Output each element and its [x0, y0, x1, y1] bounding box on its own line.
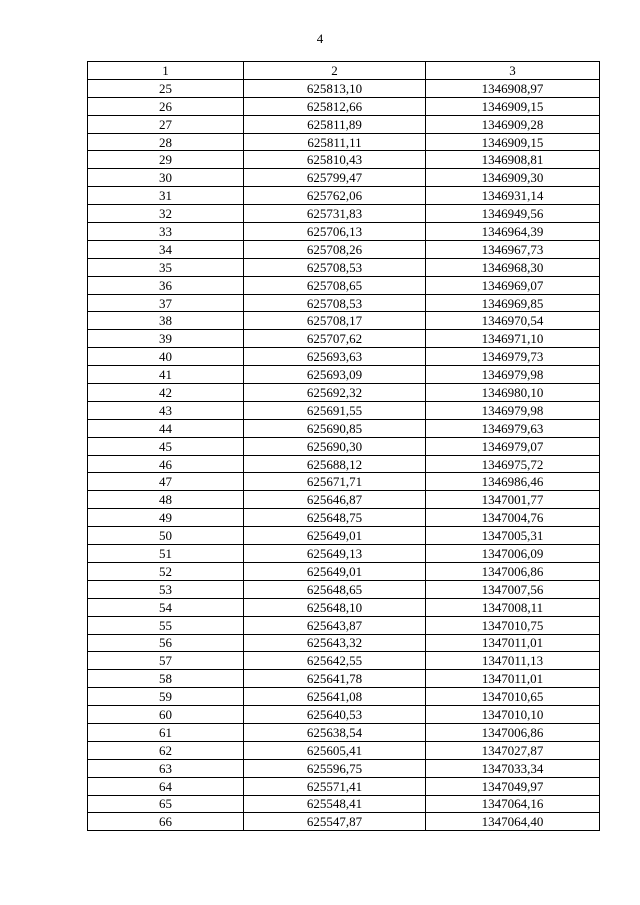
x-coordinate-cell: 625692,32: [244, 384, 426, 402]
table-row: [88, 545, 600, 563]
page-number: 4: [316, 31, 324, 46]
y-coordinate-cell: 1347007,56: [426, 580, 600, 598]
y-coordinate-cell: 1346979,07: [426, 437, 600, 455]
x-coordinate-cell: 625648,65: [244, 580, 426, 598]
point-number-cell: 54: [88, 598, 244, 616]
x-coordinate-cell: 625641,78: [244, 670, 426, 688]
y-coordinate-cell: 1346979,63: [426, 419, 600, 437]
y-coordinate-cell: 1346970,54: [426, 312, 600, 330]
x-coordinate-cell: 625810,43: [244, 151, 426, 169]
y-coordinate-cell: 1346964,39: [426, 223, 600, 241]
y-coordinate-cell: 1347010,65: [426, 688, 600, 706]
x-coordinate-cell: 625649,01: [244, 562, 426, 580]
x-coordinate-cell: 625649,13: [244, 545, 426, 563]
point-number-cell: 27: [88, 115, 244, 133]
x-coordinate-cell: 625707,62: [244, 330, 426, 348]
x-coordinate-cell: 625762,06: [244, 187, 426, 205]
table-header: [88, 62, 600, 80]
x-coordinate-cell: 625706,13: [244, 223, 426, 241]
table-row: [88, 473, 600, 491]
x-coordinate-cell: 625646,87: [244, 491, 426, 509]
table-row: [88, 580, 600, 598]
table-row: [88, 419, 600, 437]
y-coordinate-cell: 1347006,86: [426, 562, 600, 580]
coordinates-table: [87, 61, 600, 831]
header-row: [88, 62, 600, 80]
y-coordinate-cell: 1346909,30: [426, 169, 600, 187]
x-coordinate-cell: 625799,47: [244, 169, 426, 187]
point-number-cell: 28: [88, 133, 244, 151]
point-number-cell: 35: [88, 258, 244, 276]
y-coordinate-cell: 1346969,85: [426, 294, 600, 312]
table-row: [88, 670, 600, 688]
x-coordinate-cell: 625708,53: [244, 294, 426, 312]
x-coordinate-cell: 625811,89: [244, 115, 426, 133]
y-coordinate-cell: 1346967,73: [426, 240, 600, 258]
point-number-cell: 59: [88, 688, 244, 706]
table-row: [88, 777, 600, 795]
table-body: [88, 79, 600, 830]
y-coordinate-cell: 1346986,46: [426, 473, 600, 491]
point-number-cell: 38: [88, 312, 244, 330]
table-row: [88, 616, 600, 634]
x-coordinate-cell: 625649,01: [244, 527, 426, 545]
x-coordinate-cell: 625813,10: [244, 79, 426, 97]
header-col-1: 1: [88, 62, 244, 80]
x-coordinate-cell: 625688,12: [244, 455, 426, 473]
table-row: [88, 276, 600, 294]
point-number-cell: 47: [88, 473, 244, 491]
point-number-cell: 45: [88, 437, 244, 455]
table-row: [88, 652, 600, 670]
y-coordinate-cell: 1346931,14: [426, 187, 600, 205]
y-coordinate-cell: 1346971,10: [426, 330, 600, 348]
y-coordinate-cell: 1346909,15: [426, 97, 600, 115]
y-coordinate-cell: 1347011,01: [426, 670, 600, 688]
table-row: [88, 294, 600, 312]
point-number-cell: 53: [88, 580, 244, 598]
x-coordinate-cell: 625708,26: [244, 240, 426, 258]
table-row: [88, 598, 600, 616]
point-number-cell: 41: [88, 366, 244, 384]
y-coordinate-cell: 1347005,31: [426, 527, 600, 545]
table-row: [88, 455, 600, 473]
x-coordinate-cell: 625693,63: [244, 348, 426, 366]
x-coordinate-cell: 625640,53: [244, 706, 426, 724]
y-coordinate-cell: 1347006,86: [426, 723, 600, 741]
table-row: [88, 115, 600, 133]
point-number-cell: 51: [88, 545, 244, 563]
header-col-2: 2: [244, 62, 426, 80]
y-coordinate-cell: 1346908,81: [426, 151, 600, 169]
x-coordinate-cell: 625648,75: [244, 509, 426, 527]
table-row: [88, 759, 600, 777]
y-coordinate-cell: 1347001,77: [426, 491, 600, 509]
table-row: [88, 133, 600, 151]
table-row: [88, 527, 600, 545]
x-coordinate-cell: 625693,09: [244, 366, 426, 384]
y-coordinate-cell: 1346979,73: [426, 348, 600, 366]
point-number-cell: 66: [88, 813, 244, 831]
point-number-cell: 26: [88, 97, 244, 115]
table-row: [88, 97, 600, 115]
table-row: [88, 437, 600, 455]
table-row: [88, 509, 600, 527]
table-row: [88, 366, 600, 384]
y-coordinate-cell: 1346968,30: [426, 258, 600, 276]
y-coordinate-cell: 1347006,09: [426, 545, 600, 563]
table-row: [88, 151, 600, 169]
point-number-cell: 46: [88, 455, 244, 473]
point-number-cell: 49: [88, 509, 244, 527]
x-coordinate-cell: 625708,65: [244, 276, 426, 294]
table-row: [88, 706, 600, 724]
point-number-cell: 48: [88, 491, 244, 509]
table-row: [88, 187, 600, 205]
x-coordinate-cell: 625547,87: [244, 813, 426, 831]
table-row: [88, 258, 600, 276]
table-row: [88, 634, 600, 652]
y-coordinate-cell: 1346909,15: [426, 133, 600, 151]
point-number-cell: 55: [88, 616, 244, 634]
x-coordinate-cell: 625812,66: [244, 97, 426, 115]
point-number-cell: 39: [88, 330, 244, 348]
y-coordinate-cell: 1347064,40: [426, 813, 600, 831]
table-row: [88, 205, 600, 223]
point-number-cell: 25: [88, 79, 244, 97]
table-row: [88, 330, 600, 348]
x-coordinate-cell: 625643,32: [244, 634, 426, 652]
x-coordinate-cell: 625596,75: [244, 759, 426, 777]
y-coordinate-cell: 1347064,16: [426, 795, 600, 813]
point-number-cell: 42: [88, 384, 244, 402]
table-row: [88, 348, 600, 366]
point-number-cell: 64: [88, 777, 244, 795]
x-coordinate-cell: 625641,08: [244, 688, 426, 706]
y-coordinate-cell: 1347049,97: [426, 777, 600, 795]
x-coordinate-cell: 625708,17: [244, 312, 426, 330]
y-coordinate-cell: 1346909,28: [426, 115, 600, 133]
header-col-3: 3: [426, 62, 600, 80]
table-row: [88, 741, 600, 759]
table-row: [88, 723, 600, 741]
x-coordinate-cell: 625642,55: [244, 652, 426, 670]
x-coordinate-cell: 625571,41: [244, 777, 426, 795]
y-coordinate-cell: 1347010,10: [426, 706, 600, 724]
point-number-cell: 29: [88, 151, 244, 169]
table-row: [88, 562, 600, 580]
point-number-cell: 40: [88, 348, 244, 366]
x-coordinate-cell: 625690,85: [244, 419, 426, 437]
point-number-cell: 36: [88, 276, 244, 294]
table-row: [88, 795, 600, 813]
x-coordinate-cell: 625643,87: [244, 616, 426, 634]
point-number-cell: 44: [88, 419, 244, 437]
y-coordinate-cell: 1347027,87: [426, 741, 600, 759]
table-row: [88, 240, 600, 258]
table-row: [88, 223, 600, 241]
x-coordinate-cell: 625691,55: [244, 401, 426, 419]
point-number-cell: 58: [88, 670, 244, 688]
y-coordinate-cell: 1346969,07: [426, 276, 600, 294]
point-number-cell: 31: [88, 187, 244, 205]
table-row: [88, 813, 600, 831]
x-coordinate-cell: 625638,54: [244, 723, 426, 741]
point-number-cell: 61: [88, 723, 244, 741]
x-coordinate-cell: 625671,71: [244, 473, 426, 491]
x-coordinate-cell: 625811,11: [244, 133, 426, 151]
point-number-cell: 65: [88, 795, 244, 813]
point-number-cell: 33: [88, 223, 244, 241]
x-coordinate-cell: 625605,41: [244, 741, 426, 759]
table-row: [88, 401, 600, 419]
point-number-cell: 32: [88, 205, 244, 223]
table-row: [88, 169, 600, 187]
point-number-cell: 62: [88, 741, 244, 759]
table-row: [88, 312, 600, 330]
point-number-cell: 30: [88, 169, 244, 187]
point-number-cell: 60: [88, 706, 244, 724]
y-coordinate-cell: 1347011,01: [426, 634, 600, 652]
y-coordinate-cell: 1346949,56: [426, 205, 600, 223]
point-number-cell: 56: [88, 634, 244, 652]
y-coordinate-cell: 1347004,76: [426, 509, 600, 527]
x-coordinate-cell: 625690,30: [244, 437, 426, 455]
x-coordinate-cell: 625648,10: [244, 598, 426, 616]
y-coordinate-cell: 1346975,72: [426, 455, 600, 473]
point-number-cell: 52: [88, 562, 244, 580]
table-row: [88, 79, 600, 97]
y-coordinate-cell: 1347033,34: [426, 759, 600, 777]
y-coordinate-cell: 1346979,98: [426, 401, 600, 419]
y-coordinate-cell: 1346980,10: [426, 384, 600, 402]
table-row: [88, 384, 600, 402]
y-coordinate-cell: 1346979,98: [426, 366, 600, 384]
point-number-cell: 57: [88, 652, 244, 670]
point-number-cell: 43: [88, 401, 244, 419]
point-number-cell: 50: [88, 527, 244, 545]
x-coordinate-cell: 625731,83: [244, 205, 426, 223]
point-number-cell: 34: [88, 240, 244, 258]
y-coordinate-cell: 1347008,11: [426, 598, 600, 616]
table-row: [88, 688, 600, 706]
y-coordinate-cell: 1347011,13: [426, 652, 600, 670]
point-number-cell: 37: [88, 294, 244, 312]
y-coordinate-cell: 1347010,75: [426, 616, 600, 634]
y-coordinate-cell: 1346908,97: [426, 79, 600, 97]
x-coordinate-cell: 625708,53: [244, 258, 426, 276]
x-coordinate-cell: 625548,41: [244, 795, 426, 813]
point-number-cell: 63: [88, 759, 244, 777]
table-row: [88, 491, 600, 509]
